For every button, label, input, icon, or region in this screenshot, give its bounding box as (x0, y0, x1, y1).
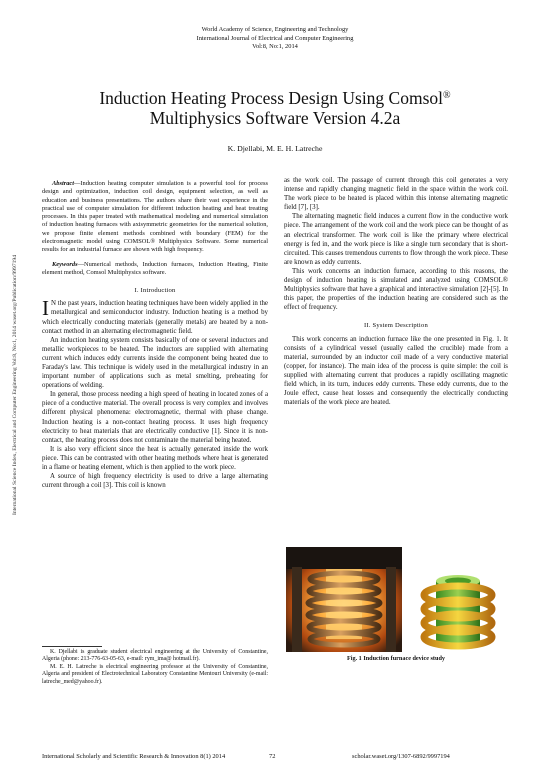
figure-illustration (284, 547, 508, 652)
keywords-text: —Numerical methods, Induction furnaces, Induction Heating, Finite element method, Comsol Multiphysics software. (42, 260, 268, 276)
right-paragraph-1: as the work coil. The passage of current through this coil generates a very intense and rapidly changing magnetic field in the space within the work coil. The work piece to be heated is placed within this intense alternating magnetic field [7], [3]. (284, 177, 508, 212)
intro-paragraph-1 (42, 296, 268, 335)
figure-induction-furnace (284, 547, 508, 747)
left-column (42, 180, 268, 490)
furnace-photo (286, 547, 402, 652)
drop-cap: I (42, 296, 49, 321)
section-heading-system-description: II. System Description (364, 322, 428, 330)
figure-caption: Fig. 1 Induction furnace device study (347, 655, 445, 662)
authors: K. Djellabi, M. E. H. Latreche (227, 144, 323, 153)
abstract-text: —Induction heating computer simulation is a powerful tool for process design and optimization, induction coil design, equipment selection, as well as education and business presentations. The authors share their vast experience in the practical use of computer simulation for different induction heating and heat treating processes. In this paper treated with mathematical modeling and numerical simulation of induction heating furnaces with axisymmetric geometries for the numerical solution, we propose finite element methods combined with boundary (FEM) for the electromagnetic model using COMSOL® Multiphysics Software. Some numerical results for an industrial furnace are shown with high frequency. (42, 180, 268, 254)
journal-header (0, 26, 550, 52)
right-paragraph-2: The alternating magnetic field induces a current flow in the conductive work piece. The arrangement of the work coil and the work piece can be thought of as an electrical transformer. The work coil is like the primary where electrical energy is fed in, and the work piece is like a single turn secondary that is short-circuited. This causes tremendous currents to flow through the work piece. These are known as eddy currents. (284, 213, 508, 266)
right-paragraph-3: This work concerns an induction furnace, according to this reasons, the design of induction heating is simulated and analyzed using COMSOL® Multiphysics software that have a graphical and interactive simulation [2]-[5]. In this paper, the properties of the induction heating are considered such as the effect of frequency. (284, 267, 508, 312)
title-line-2: Multiphysics Software Version 4.2a (149, 108, 401, 128)
footnote-2: M. E. H. Latreche is electrical engineering professor at the University of Constantine, Algeria and president of Electrotechnical Laboratory Constantine Mentouri University (e-mail: latreche_med@yahoo.fr). (42, 663, 268, 685)
intro-paragraph-1-text: N the past years, induction heating techniques have been widely applied in the metallurgical and semiconductor industry. Induction heating is a method by which electrically conducting materials (generally metals) are heated by a non-contact method in an alternating electromagnetic field. (42, 300, 268, 335)
footnote-1: K. Djellabi is graduate student electrical engineering at the University of Constantine, Algeria (phone: 213-776-63-05-63, e-mail: rym_ima@ hotmail.fr). (42, 649, 268, 663)
side-watermark-text: International Science Index, Electrical and Computer Engineering Vol:8, No:1, 2014 waset.org/Publication/9997194 (12, 254, 18, 516)
abstract-label: Abstract (52, 180, 75, 187)
section-heading-introduction: I. Introduction (134, 287, 176, 295)
keywords (42, 261, 268, 278)
title-line-1: Induction Heating Process Design Using Comsol (99, 88, 444, 108)
footnote-rule (42, 646, 102, 647)
right-column (284, 176, 508, 407)
intro-paragraph-2: An induction heating system consists basically of one or several inductors and metallic workpieces to be heated. The inductors are supplied with alternating current which induces eddy currents inside the component being heated due to Faraday's law. This technique is widely used in the metallurgical industry in an important number of applications such as metal smelting, preheating for operations of welding. (42, 336, 268, 390)
side-watermark (10, 190, 20, 580)
header-line-2: International Journal of Electrical and Computer Engineering (196, 34, 354, 42)
intro-paragraph-4: It is also very efficient since the heat is actually generated inside the work piece. This can be contrasted with other heating methods where heat is generated in a flame or heating element, which is then applied to the work piece. (42, 445, 268, 472)
intro-paragraph-3: In general, those process needing a high speed of heating in located zones of a piece of a conductive material. The overall process is very complex and involves different physical phenomena: electromagnetic, thermal with phase change. Induction heating is a non-contact heating process. It uses high frequency electricity to heat materials that are electrically conductive [1]. Since it is non-contact, the heating process does not contaminate the material being heated. (42, 391, 268, 444)
footnotes (42, 649, 268, 686)
coil-3d-model (424, 575, 492, 646)
footer-left: International Scholarly and Scientific Research & Innovation 8(1) 2014 (42, 753, 226, 760)
registered-mark: ® (443, 90, 451, 101)
intro-paragraph-5: A source of high frequency electricity is used to drive a large alternating current through a coil [3]. This coil is known (42, 473, 268, 490)
paper-title (40, 88, 510, 128)
abstract (42, 180, 268, 255)
system-paragraph-1: This work concerns an induction furnace like the one presented in Fig. 1. It consists of a cylindrical vessel (usually called the crucible) made from a material, surrounded by an inductor coil made of a very conductive material (copper, for instance). The main idea of the process is quite simple: the coil is supplied with alternating current that produces a rapidly oscillating magnetic field which, in its turn, induces eddy currents. These eddy currents, due to the Joule effect, cause heat losses and consequently the electrically conducting materials of the work piece are heated. (284, 335, 508, 407)
header-line-1: World Academy of Science, Engineering and Technology (201, 26, 349, 33)
keywords-label: Keywords (52, 260, 78, 268)
footer-right: scholar.waset.org/1307-6892/9997194 (352, 753, 450, 760)
header-line-3: Vol:8, No:1, 2014 (252, 43, 298, 51)
footer-page-number: 72 (269, 753, 276, 760)
